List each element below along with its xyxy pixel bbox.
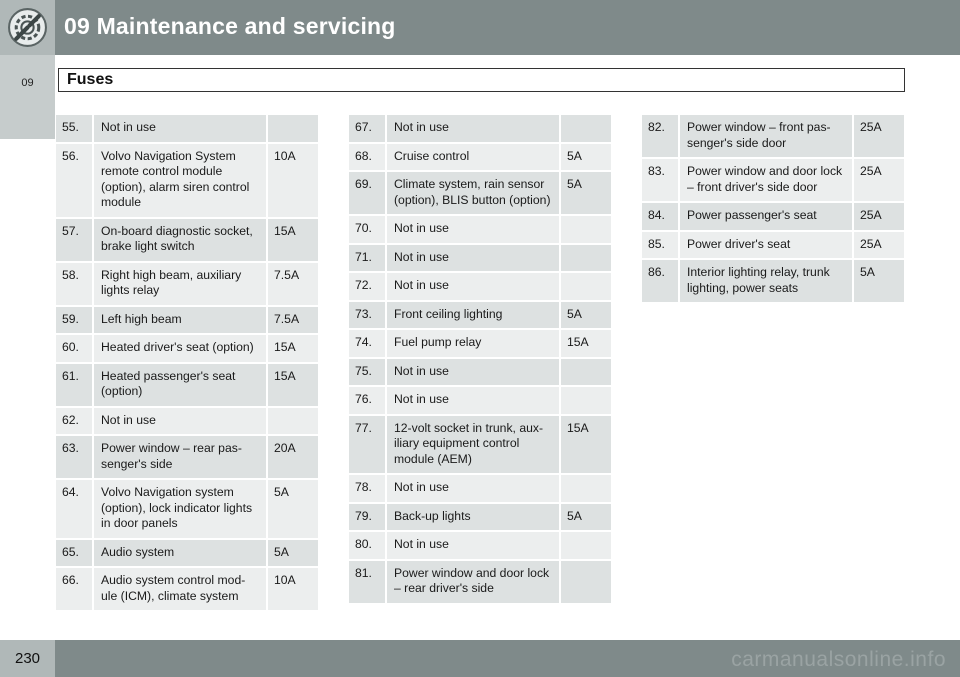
fuse-row xyxy=(56,219,318,263)
fuse-description: Audio system xyxy=(94,540,268,569)
fuse-number: 73. xyxy=(349,302,387,331)
fuse-number: 60. xyxy=(56,335,94,364)
fuse-amperage: 20A xyxy=(268,436,318,480)
fuse-amperage: 10A xyxy=(268,144,318,219)
fuse-amperage: 25A xyxy=(854,159,904,203)
fuse-number: 65. xyxy=(56,540,94,569)
fuse-number: 85. xyxy=(642,232,680,261)
section-header xyxy=(58,68,905,92)
fuse-amperage xyxy=(561,532,611,561)
fuse-row xyxy=(56,540,318,569)
fuse-number: 72. xyxy=(349,273,387,302)
fuse-number: 84. xyxy=(642,203,680,232)
fuse-number: 71. xyxy=(349,245,387,274)
fuse-amperage: 15A xyxy=(268,364,318,408)
fuse-number: 61. xyxy=(56,364,94,408)
fuse-description: 12-volt socket in trunk, aux- iliary equipment control module (AEM) xyxy=(387,416,561,476)
fuse-table-1 xyxy=(56,115,318,612)
fuse-row xyxy=(349,532,611,561)
fuse-number: 86. xyxy=(642,260,680,304)
fuse-amperage: 25A xyxy=(854,203,904,232)
fuse-amperage xyxy=(561,216,611,245)
fuse-row xyxy=(349,416,611,476)
fuse-number: 63. xyxy=(56,436,94,480)
fuse-description: Power window and door lock – rear driver's side xyxy=(387,561,561,605)
fuse-number: 58. xyxy=(56,263,94,307)
fuse-amperage: 15A xyxy=(268,335,318,364)
fuse-amperage: 15A xyxy=(561,330,611,359)
fuse-row xyxy=(349,245,611,274)
page-number: 230 xyxy=(14,650,41,667)
fuse-row xyxy=(349,273,611,302)
fuse-amperage xyxy=(561,475,611,504)
fuse-amperage: 5A xyxy=(561,302,611,331)
fuse-amperage xyxy=(561,115,611,144)
section-title: Fuses xyxy=(67,71,114,88)
fuse-row xyxy=(349,561,611,605)
fuse-amperage: 10A xyxy=(268,568,318,612)
fuse-number: 83. xyxy=(642,159,680,203)
fuse-amperage xyxy=(561,561,611,605)
fuse-description: Not in use xyxy=(387,273,561,302)
fuse-description: Not in use xyxy=(387,115,561,144)
fuse-row xyxy=(56,307,318,336)
fuse-number: 57. xyxy=(56,219,94,263)
fuse-description: Not in use xyxy=(94,408,268,437)
fuse-row xyxy=(349,504,611,533)
fuse-amperage xyxy=(561,387,611,416)
fuse-row xyxy=(56,335,318,364)
fuse-table-2 xyxy=(349,115,611,605)
watermark: carmanualsonline.info xyxy=(731,648,946,671)
fuse-row xyxy=(349,359,611,388)
fuse-description: On-board diagnostic socket, brake light switch xyxy=(94,219,268,263)
fuse-row xyxy=(56,408,318,437)
fuse-row xyxy=(349,330,611,359)
fuse-row xyxy=(56,364,318,408)
fuse-amperage: 15A xyxy=(561,416,611,476)
fuse-row xyxy=(349,172,611,216)
fuse-row xyxy=(349,216,611,245)
fuse-amperage: 7.5A xyxy=(268,263,318,307)
fuse-number: 77. xyxy=(349,416,387,476)
fuse-description: Volvo Navigation System remote control module (option), alarm siren control module xyxy=(94,144,268,219)
fuse-number: 78. xyxy=(349,475,387,504)
fuse-description: Power window – front pas- senger's side door xyxy=(680,115,854,159)
fuse-amperage: 25A xyxy=(854,115,904,159)
fuse-row xyxy=(56,480,318,540)
fuse-row xyxy=(56,144,318,219)
fuse-number: 59. xyxy=(56,307,94,336)
fuse-number: 64. xyxy=(56,480,94,540)
fuse-row xyxy=(642,232,904,261)
fuse-amperage xyxy=(561,245,611,274)
fuse-number: 56. xyxy=(56,144,94,219)
logo-badge xyxy=(0,0,55,55)
fuse-description: Not in use xyxy=(387,245,561,274)
fuse-description: Not in use xyxy=(387,359,561,388)
fuse-number: 70. xyxy=(349,216,387,245)
fuse-description: Climate system, rain sensor (option), BLIS button (option) xyxy=(387,172,561,216)
fuse-description: Fuel pump relay xyxy=(387,330,561,359)
fuse-amperage xyxy=(268,408,318,437)
page-title: 09 Maintenance and servicing xyxy=(64,13,396,39)
fuse-amperage xyxy=(268,115,318,144)
chapter-tab xyxy=(0,55,55,139)
fuse-description: Cruise control xyxy=(387,144,561,173)
fuse-row xyxy=(642,115,904,159)
fuse-amperage: 5A xyxy=(561,504,611,533)
fuse-description: Power passenger's seat xyxy=(680,203,854,232)
fuse-number: 81. xyxy=(349,561,387,605)
fuse-description: Not in use xyxy=(94,115,268,144)
fuse-description: Power driver's seat xyxy=(680,232,854,261)
fuse-row xyxy=(349,144,611,173)
fuse-row xyxy=(349,302,611,331)
fuse-description: Right high beam, auxiliary lights relay xyxy=(94,263,268,307)
fuse-number: 62. xyxy=(56,408,94,437)
fuse-row xyxy=(56,436,318,480)
fuse-description: Power window – rear pas- senger's side xyxy=(94,436,268,480)
fuse-description: Left high beam xyxy=(94,307,268,336)
fuse-description: Volvo Navigation system (option), lock indicator lights in door panels xyxy=(94,480,268,540)
fuse-row xyxy=(642,260,904,304)
fuse-number: 79. xyxy=(349,504,387,533)
fuse-table-3 xyxy=(642,115,904,304)
fuse-amperage: 5A xyxy=(268,480,318,540)
fuse-number: 75. xyxy=(349,359,387,388)
fuse-number: 82. xyxy=(642,115,680,159)
fuse-row xyxy=(56,568,318,612)
fuse-number: 80. xyxy=(349,532,387,561)
fuse-number: 67. xyxy=(349,115,387,144)
fuse-number: 74. xyxy=(349,330,387,359)
fuse-row xyxy=(56,263,318,307)
fuse-number: 66. xyxy=(56,568,94,612)
wrench-gear-icon xyxy=(7,7,48,48)
fuse-row xyxy=(349,387,611,416)
fuse-amperage: 25A xyxy=(854,232,904,261)
fuse-amperage: 7.5A xyxy=(268,307,318,336)
fuse-row xyxy=(642,159,904,203)
fuse-row xyxy=(642,203,904,232)
fuse-amperage: 5A xyxy=(854,260,904,304)
fuse-row xyxy=(56,115,318,144)
fuse-description: Interior lighting relay, trunk lighting, power seats xyxy=(680,260,854,304)
fuse-row xyxy=(349,115,611,144)
fuse-number: 76. xyxy=(349,387,387,416)
fuse-number: 68. xyxy=(349,144,387,173)
fuse-amperage: 5A xyxy=(561,172,611,216)
fuse-description: Not in use xyxy=(387,475,561,504)
fuse-description: Not in use xyxy=(387,532,561,561)
fuse-description: Not in use xyxy=(387,387,561,416)
fuse-row xyxy=(349,475,611,504)
fuse-number: 55. xyxy=(56,115,94,144)
fuse-description: Not in use xyxy=(387,216,561,245)
fuse-amperage xyxy=(561,273,611,302)
fuse-description: Heated driver's seat (option) xyxy=(94,335,268,364)
fuse-amperage: 5A xyxy=(561,144,611,173)
fuse-description: Back-up lights xyxy=(387,504,561,533)
fuse-number: 69. xyxy=(349,172,387,216)
fuse-amperage: 15A xyxy=(268,219,318,263)
fuse-description: Power window and door lock – front driver's side door xyxy=(680,159,854,203)
fuse-description: Front ceiling lighting xyxy=(387,302,561,331)
fuse-description: Audio system control mod- ule (ICM), climate system xyxy=(94,568,268,612)
chapter-tab-label: 09 xyxy=(21,77,34,89)
fuse-amperage xyxy=(561,359,611,388)
fuse-amperage: 5A xyxy=(268,540,318,569)
fuse-description: Heated passenger's seat (option) xyxy=(94,364,268,408)
